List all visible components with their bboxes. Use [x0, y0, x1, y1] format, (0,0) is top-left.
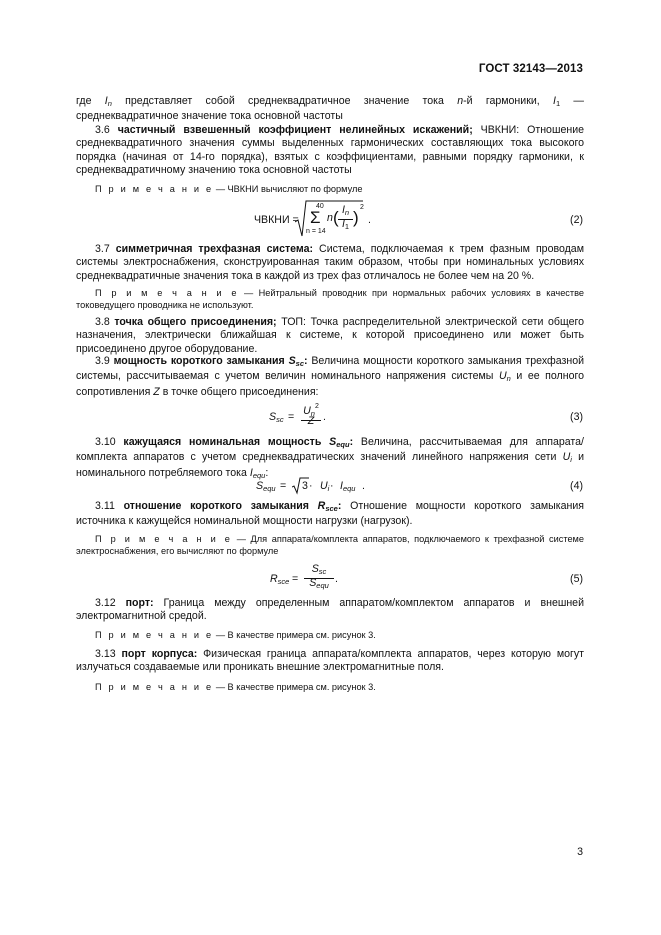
term-3-7: симметричная трехфазная система:: [115, 243, 314, 255]
formula-3: $S_{sc}$ = $U_n^2$ Z .: [269, 400, 339, 434]
section-3-11: 3.11 отношение короткого замыкания $R_{sce}$: Отношение мощности короткого замыкания источника к кажущейся номинальной мощности нагрузки (нагрузок).: [76, 500, 585, 528]
formula-5: $R_{sce}$ = $S_{sc}$ $S_{equ}$ .: [270, 563, 338, 590]
formula-number-3: (3): [570, 411, 583, 423]
note-3-12: П р и м е ч а н и е — В качестве примера см. рисунок 3.: [95, 630, 376, 640]
section-3-12: 3.12 порт: Граница между определенным аппаратом/комплектом аппаратов и внешней электромагнитной средой.: [76, 597, 584, 623]
term-3-9: мощность короткого замыкания: [113, 355, 289, 367]
page-number: 3: [577, 846, 583, 858]
section-3-10: 3.10 кажущаяся номинальная мощность $S_{equ}$: Величина, рассчитываемая для аппарата/комплекта аппаратов с учетом среднеквадратических значений линейного напряжения сети $U_i$ и номинального потребляемого тока $I_{equ}$:: [76, 436, 584, 480]
document-id-header: ГОСТ 32143—2013: [478, 63, 583, 75]
formula-number-4: (4): [570, 480, 583, 492]
sum-sign: Σ: [310, 208, 321, 227]
section-3-6: 3.6 частичный взвешенный коэффициент нелинейных искажений; ЧВКНИ: Отношение среднеквадратичного значения суммы выделенных гармонических составляющих тока высокого порядка (начиная от 14-го порядка), взятых с коэффициентами, равными порядку гармоники, к среднеквадратичному значению тока основной частоты: [76, 124, 585, 177]
term-3-8: точка общего присоединения;: [114, 316, 277, 328]
formula-number-2: (2): [570, 214, 583, 226]
term-3-10: кажущаяся номинальная мощность: [123, 436, 330, 448]
formula-4: $S_{equ}$ = 3 · $U_i$ · $I_{equ}$ .: [256, 477, 366, 497]
section-3-9: 3.9 мощность короткого замыкания $S_{sc}$: Величина мощности короткого замыкания трехфазной системы, рассчитываемая с учетом величин номинального напряжения системы $U_n$ и ее полного сопротивления Z в точке общего присоединения:: [76, 355, 585, 398]
section-3-7: 3.7 симметричная трехфазная система: Система, подключаемая к трем фазным проводам системы электроснабжения, сконструированная таким образом, чтобы при номинальных условиях среднеквадратичные значения тока в каждой из трех фаз отличалось не более чем на 20 %.: [76, 243, 584, 282]
term-3-13: порт корпуса:: [121, 648, 198, 660]
formula-2: ЧВКНИ = 40 Σ n = 14 n ( $I_n$ $I_1$ ) 2 .: [254, 200, 374, 240]
note-3-7: П р и м е ч а н и е — Нейтральный проводник при нормальных рабочих условиях в качестве токоведущего проводника не используют.: [76, 288, 584, 311]
note-3-13: П р и м е ч а н и е — В качестве примера см. рисунок 3.: [95, 682, 376, 692]
formula-number-5: (5): [570, 573, 583, 585]
term-3-11: отношение короткого замыкания: [123, 500, 318, 512]
section-3-13: 3.13 порт корпуса: Физическая граница аппарата/комплекта аппаратов, через которую могут излучаться создаваемые или проникать внешние электромагнитные поля.: [76, 648, 585, 674]
section-3-8: 3.8 точка общего присоединения; ТОП: Точка распределительной электрической сети общего назначения, электрически ближайшая к системе, к которой присоединено или может быть присоединено другое оборудование.: [76, 316, 584, 355]
term-3-6: частичный взвешенный коэффициент нелинейных искажений;: [117, 124, 473, 136]
intro-paragraph: где $I_n$ представляет собой среднеквадратичное значение тока n-й гармоники, $I_1$ — среднеквадратичное значение тока основной частоты: [76, 95, 585, 123]
note-3-11: П р и м е ч а н и е — Для аппарата/комплекта аппаратов, подключаемого к трехфазной системе электроснабжения, его вычисляют по формуле: [76, 534, 584, 557]
note-3-6: П р и м е ч а н и е — ЧВКНИ вычисляют по формуле: [95, 184, 363, 194]
term-3-12: порт:: [125, 597, 154, 609]
